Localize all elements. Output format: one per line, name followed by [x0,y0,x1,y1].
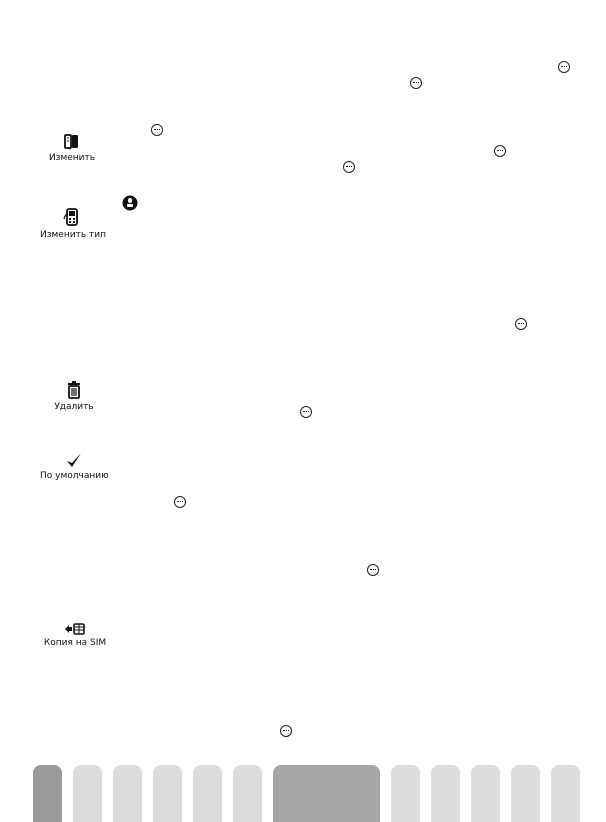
default-item [40,451,108,481]
chapter-tab [193,765,222,822]
copy-to-sim-icon [64,622,86,636]
delete-item [46,380,102,412]
chapter-tab [33,765,62,822]
chapter-tab [113,765,142,822]
default-label: По умолчанию [40,471,109,481]
edit-icon [63,133,81,151]
delete-icon [66,380,82,400]
edit-label: Изменить [48,153,96,163]
change-type-item [40,208,104,240]
copy-to-sim-item [42,622,108,648]
chapter-tab [153,765,182,822]
chapter-tab [391,765,420,822]
edit-item [44,133,100,163]
change-type-icon [63,208,81,228]
checkmark-icon [65,451,83,469]
ok-key-icon [558,61,570,73]
ok-key-icon [494,145,506,157]
chapter-tab [431,765,460,822]
ok-key-icon [174,496,186,508]
chapter-tab [551,765,580,822]
ok-key-icon [515,318,527,330]
ok-key-icon [151,124,163,136]
ok-key-icon [410,77,422,89]
chapter-tabs [0,765,606,822]
ok-key-icon [280,725,292,737]
delete-label: Удалить [54,402,94,412]
ok-key-icon [300,406,312,418]
ok-key-icon [367,564,379,576]
ok-key-icon [343,161,355,173]
copy-to-sim-label: Копия на SIM [43,638,107,648]
chapter-tab [511,765,540,822]
change-type-label: Изменить тип [40,230,106,240]
chapter-tab [233,765,262,822]
note-icon [122,195,138,211]
chapter-tab [73,765,102,822]
chapter-tab-active [273,765,380,822]
chapter-tab [471,765,500,822]
